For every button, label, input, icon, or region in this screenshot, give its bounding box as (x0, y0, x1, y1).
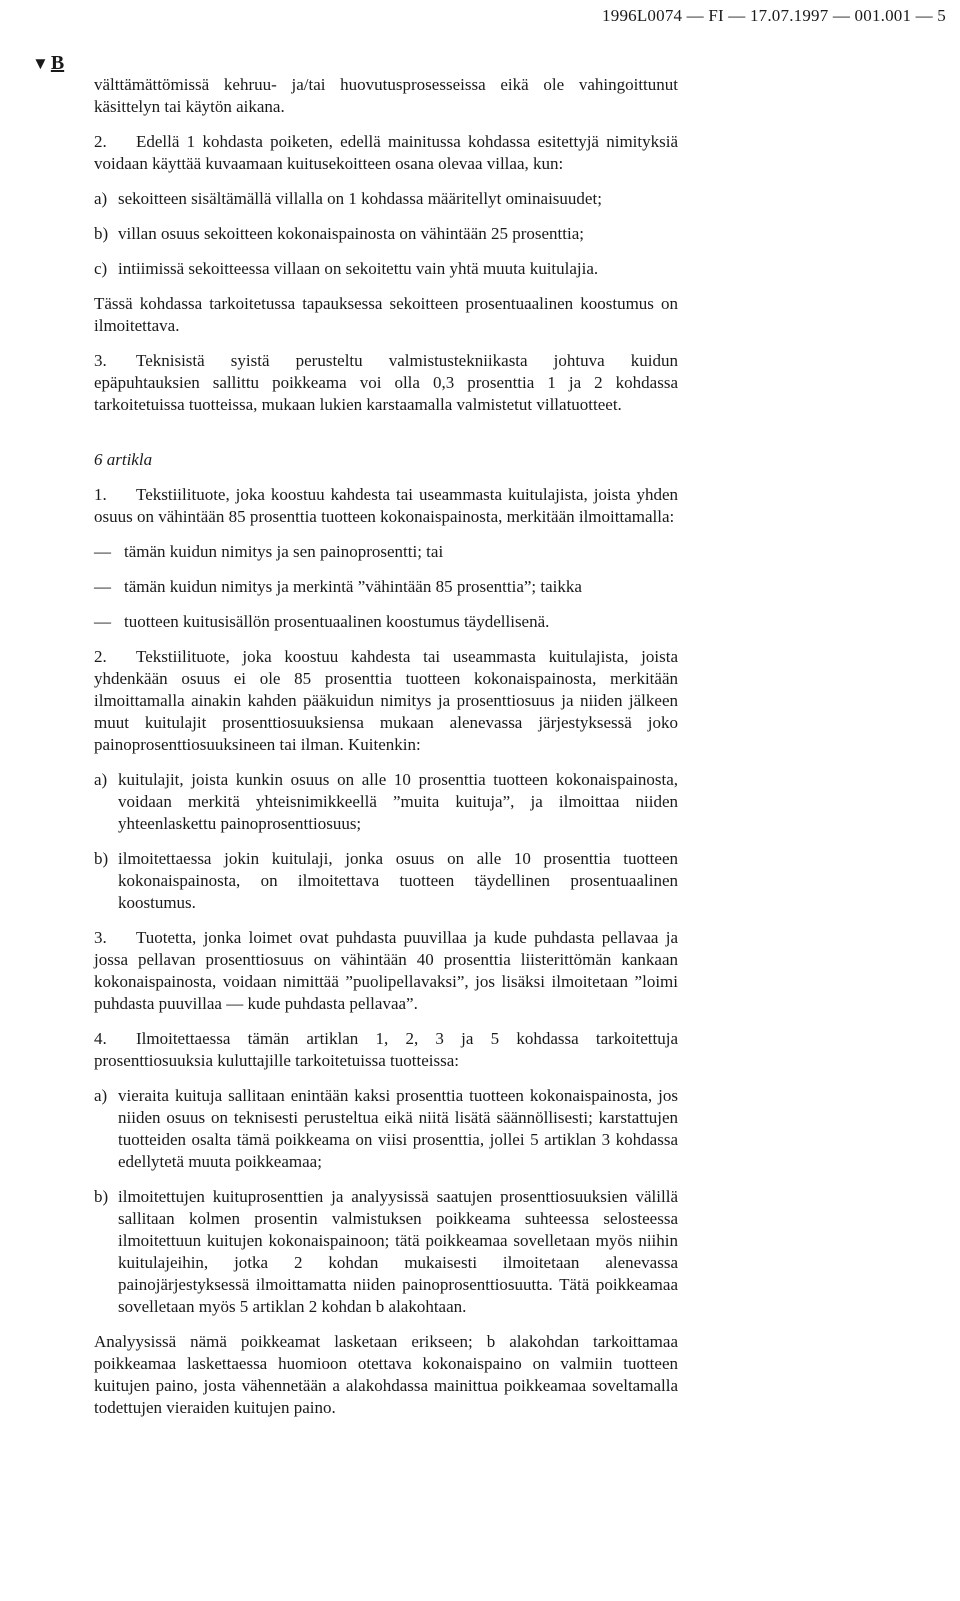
numbered-paragraph (94, 484, 678, 528)
list-text: ilmoitettujen kuituprosenttien ja analyysissä saatujen prosenttiosuuksien välillä sallitaan kolmen prosentin valmistuksen poikkeama suhteessa selosteessa ilmoitettuun kuitujen kokonaispainoon; tätä poikkeamaa sovelletaan myös niihin kuitulajeihin, jotka 2 kohdan mukaisesti ilmoitetaan alenevassa painojärjestyksessä ilmoittamatta niiden painoprosenttiosuutta. Tätä poikkeamaa sovelletaan myös 5 artiklan 2 kohdan b alakohtaan. (118, 1187, 678, 1316)
marker-letter: B (50, 52, 65, 74)
numbered-paragraph (94, 646, 678, 756)
dash-text: tämän kuidun nimitys ja merkintä ”vähintään 85 prosenttia”; taikka (124, 577, 582, 596)
document-header: 1996L0074 — FI — 17.07.1997 — 001.001 — 5 (602, 6, 946, 25)
list-item (94, 258, 678, 280)
list-item (94, 848, 678, 914)
paragraph-text: Teknisistä syistä perusteltu valmistustekniikasta johtuva kuidun epäpuhtauksien sallittu poikkeama voi olla 0,3 prosenttia 1 ja 2 kohdassa tarkoitetuissa tuotteissa, mukaan lukien karstaamalla valmistetut villatuotteet. (94, 351, 678, 414)
list-text: ilmoitettaessa jokin kuitulaji, jonka osuus on alle 10 prosenttia tuotteen kokonaispainosta, on ilmoitettava tuotteen täydellinen prosentuaalinen koostumus. (118, 849, 678, 912)
numbered-paragraph (94, 131, 678, 175)
paragraph-number: 2. (94, 647, 107, 666)
list-text: intiimissä sekoitteessa villaan on sekoitettu vain yhtä muuta kuitulajia. (118, 259, 599, 278)
article-heading: 6 artikla (94, 450, 153, 469)
paragraph-text: Tuotetta, jonka loimet ovat puhdasta puuvillaa ja kude puhdasta pellavaa ja jossa pellavan prosenttiosuus on vähintään 40 prosenttia liisterittömän kankaan kokonaispainosta, voidaan nimittää ”puolipellavaksi”, jos lisäksi ilmoitetaan ”loimi puhdasta puuvillaa — kude puhdasta pellavaa”. (94, 928, 678, 1013)
paragraph-number: 1. (94, 485, 107, 504)
list-item (94, 769, 678, 835)
list-text: vieraita kuituja sallitaan enintään kaksi prosenttia tuotteen kokonaispainosta, jos niiden osuus on teknisesti perusteltua eikä niitä lisätä säännöllisesti; karstattujen tuotteiden osalta tämä poikkeama on viisi prosenttia, jollei 5 artiklan 3 kohdassa edellytetä muuta poikkeamaa; (118, 1086, 678, 1171)
consolidation-marker (32, 52, 64, 75)
document-body (94, 74, 678, 1419)
numbered-paragraph (94, 350, 678, 416)
paragraph-text: Tekstiilituote, joka koostuu kahdesta tai useammasta kuitulajista, joista yhdenkään osuus ei ole 85 prosenttia tuotteen kokonaispainosta, merkitään ilmoittamalla ainakin kahden pääkuidun nimitys ja prosenttiosuus ja niiden jälkeen muut kuitulajit prosenttiosuuksiensa mukaan alenevassa järjestyksessä joko painoprosenttiosuuksineen tai ilman. Kuitenkin: (94, 647, 678, 754)
list-label: a) (94, 770, 108, 789)
dash-text: tuotteen kuitusisällön prosentuaalinen koostumus täydellisenä. (124, 612, 550, 631)
dash-item (94, 541, 678, 563)
paragraph: Tässä kohdassa tarkoitetussa tapauksessa sekoitteen prosentuaalinen koostumus on ilmoitettava. (94, 294, 678, 335)
list-label: b) (94, 849, 109, 868)
dash-item (94, 576, 678, 598)
list-item (94, 1085, 678, 1173)
list-label: b) (94, 1187, 109, 1206)
triangle-down-icon: ▼ (32, 54, 49, 73)
dash-label: — (94, 577, 111, 596)
list-label: c) (94, 259, 108, 278)
paragraph-text: Tekstiilituote, joka koostuu kahdesta tai useammasta kuitulajista, joista yhden osuus on vähintään 85 prosenttia tuotteen kokonaispainosta, merkitään ilmoittamalla: (94, 485, 678, 526)
paragraph: Analyysissä nämä poikkeamat lasketaan erikseen; b alakohdan tarkoittamaa poikkeamaa laskettaessa huomioon otettava kokonaispaino on valmiin tuotteen kuitujen paino, josta vähennetään a alakohdassa mainittua poikkeamaa soveltamalla todettujen vieraiden kuitujen paino. (94, 1332, 678, 1417)
dash-label: — (94, 612, 111, 631)
list-label: a) (94, 1086, 108, 1105)
paragraph-text: Ilmoitettaessa tämän artiklan 1, 2, 3 ja 5 kohdassa tarkoitettuja prosenttiosuuksia kuluttajille tarkoitetuissa tuotteissa: (94, 1029, 678, 1070)
list-item (94, 188, 678, 210)
paragraph-text: Edellä 1 kohdasta poiketen, edellä mainitussa kohdassa esitettyjä nimityksiä voidaan käyttää kuvaamaan kuitusekoitteen osana olevaa villaa, kun: (94, 132, 678, 173)
dash-label: — (94, 542, 111, 561)
list-text: villan osuus sekoitteen kokonaispainosta on vähintään 25 prosenttia; (118, 224, 584, 243)
paragraph: välttämättömissä kehruu- ja/tai huovutusprosesseissa eikä ole vahingoittunut käsittelyn tai käytön aikana. (94, 75, 678, 116)
list-text: kuitulajit, joista kunkin osuus on alle 10 prosenttia tuotteen kokonaispainosta, voidaan merkitä yhteisnimikkeellä ”muita kuituja”, ja ilmoittaa niiden yhteenlaskettu painoprosenttiosuus; (118, 770, 678, 833)
list-item (94, 1186, 678, 1318)
paragraph-number: 4. (94, 1029, 107, 1048)
paragraph-number: 2. (94, 132, 107, 151)
paragraph-number: 3. (94, 928, 107, 947)
dash-text: tämän kuidun nimitys ja sen painoprosentti; tai (124, 542, 444, 561)
paragraph-number: 3. (94, 351, 107, 370)
list-label: b) (94, 224, 109, 243)
dash-item (94, 611, 678, 633)
list-item (94, 223, 678, 245)
list-text: sekoitteen sisältämällä villalla on 1 kohdassa määritellyt ominaisuudet; (118, 189, 602, 208)
numbered-paragraph (94, 1028, 678, 1072)
numbered-paragraph (94, 927, 678, 1015)
list-label: a) (94, 189, 108, 208)
